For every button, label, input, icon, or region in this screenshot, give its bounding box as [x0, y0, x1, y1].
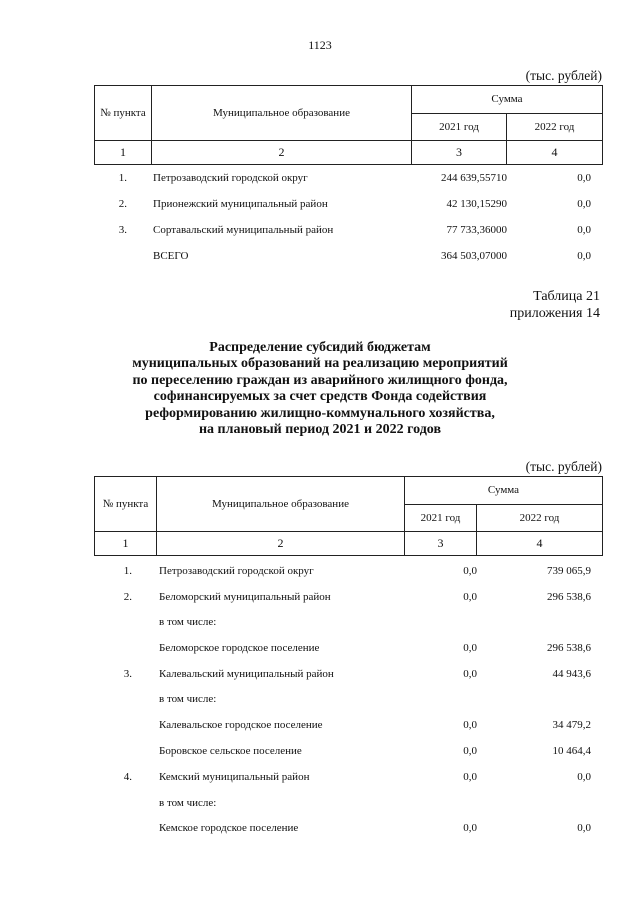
- row-value-2021: 0,0: [463, 771, 477, 783]
- row-value-2021: 244 639,55710: [441, 172, 507, 184]
- row-value-2022: 44 943,6: [552, 668, 591, 680]
- row-value-2022: 739 065,9: [547, 565, 591, 577]
- row-value-2021: 0,0: [463, 822, 477, 834]
- table-row: [94, 771, 602, 787]
- row-value-2021: 0,0: [463, 668, 477, 680]
- row-value-2022: 0,0: [577, 822, 591, 834]
- table-title-line: Распределение субсидий бюджетам: [209, 340, 431, 355]
- table-row: [94, 822, 602, 838]
- table2-col-municipality-header: Муниципальное образование: [157, 477, 405, 532]
- row-municipality: Беломорский муниципальный район: [159, 591, 331, 603]
- table-row: [94, 719, 602, 735]
- row-number: 2.: [118, 198, 127, 210]
- table1-header: [94, 85, 603, 165]
- table-row: [94, 745, 602, 761]
- table-row: [94, 668, 602, 684]
- table-row: [94, 797, 602, 813]
- table2-col-number-header: № пункта: [95, 477, 157, 532]
- table-row: [94, 172, 602, 188]
- table2-index-cell: 3: [405, 532, 477, 556]
- table-title-line: по переселению граждан из аварийного жилищного фонда,: [132, 373, 508, 388]
- row-value-2021: 0,0: [463, 591, 477, 603]
- table2-col-2021-header: 2021 год: [405, 505, 477, 532]
- table2-index-cell: 2: [157, 532, 405, 556]
- row-number: 3.: [118, 224, 127, 236]
- table-title-line: муниципальных образований на реализацию мероприятий: [132, 356, 508, 371]
- table2-col-sum-header: Сумма: [405, 477, 603, 505]
- row-value-2022: 34 479,2: [552, 719, 591, 731]
- row-municipality: Петрозаводский городской округ: [159, 565, 314, 577]
- table2-col-2022-header: 2022 год: [477, 505, 603, 532]
- table-row-total: [94, 250, 602, 266]
- row-value-2021: 0,0: [463, 565, 477, 577]
- table-row: [94, 198, 602, 214]
- table-row: [94, 565, 602, 581]
- table1-col-municipality-header: Муниципальное образование: [152, 86, 412, 141]
- row-number: 1.: [123, 565, 132, 577]
- table1-col-2022-header: 2022 год: [507, 114, 603, 141]
- table1-col-sum-header: Сумма: [412, 86, 603, 114]
- table-title-line: софинансируемых за счет средств Фонда содействия: [153, 389, 487, 404]
- table1-col-2021-header: 2021 год: [412, 114, 507, 141]
- row-number: 4.: [123, 771, 132, 783]
- table-row: [94, 642, 602, 658]
- row-value-2021: 364 503,07000: [441, 250, 507, 262]
- row-value-2022: 0,0: [577, 771, 591, 783]
- table-row: [94, 616, 602, 632]
- row-municipality: Калевальский муниципальный район: [159, 668, 334, 680]
- row-value-2022: 296 538,6: [547, 591, 591, 603]
- table2-header: [94, 476, 603, 556]
- table1-index-cell: 3: [412, 141, 507, 165]
- row-value-2022: 10 464,4: [552, 745, 591, 757]
- row-value-2021: 0,0: [463, 719, 477, 731]
- table2-index-cell: 1: [95, 532, 157, 556]
- row-municipality: Сортавальский муниципальный район: [153, 224, 334, 236]
- table1-col-number-header: № пункта: [95, 86, 152, 141]
- row-municipality: в том числе:: [159, 797, 217, 809]
- table-row: [94, 693, 602, 709]
- table-title-line: на плановый период 2021 и 2022 годов: [198, 422, 442, 437]
- table2-index-cell: 4: [477, 532, 603, 556]
- row-number: 3.: [123, 668, 132, 680]
- row-number: 2.: [123, 591, 132, 603]
- row-value-2022: 0,0: [577, 250, 591, 262]
- row-value-2022: 0,0: [577, 172, 591, 184]
- table-number-label: Таблица 21: [533, 289, 600, 304]
- row-municipality: Петрозаводский городской округ: [153, 172, 308, 184]
- row-municipality: Кемское городское поселение: [159, 822, 299, 834]
- row-municipality: в том числе:: [159, 616, 217, 628]
- table1-index-cell: 4: [507, 141, 603, 165]
- row-value-2021: 0,0: [463, 642, 477, 654]
- table2-unit: (тыс. рублей): [525, 459, 602, 474]
- appendix-label: приложения 14: [509, 306, 600, 321]
- row-value-2021: 42 130,15290: [446, 198, 507, 210]
- row-municipality: ВСЕГО: [153, 250, 189, 262]
- table-title-line: реформированию жилищно-коммунального хозяйства,: [145, 406, 495, 421]
- row-municipality: Прионежский муниципальный район: [153, 198, 328, 210]
- row-municipality: Кемский муниципальный район: [159, 771, 310, 783]
- row-value-2022: 0,0: [577, 198, 591, 210]
- table1-index-cell: 2: [152, 141, 412, 165]
- table-row: [94, 591, 602, 607]
- row-number: 1.: [118, 172, 127, 184]
- table1-index-cell: 1: [95, 141, 152, 165]
- row-municipality: Боровское сельское поселение: [159, 745, 302, 757]
- row-value-2021: 77 733,36000: [446, 224, 507, 236]
- table-row: [94, 224, 602, 240]
- row-value-2021: 0,0: [463, 745, 477, 757]
- row-value-2022: 296 538,6: [547, 642, 591, 654]
- row-municipality: Беломорское городское поселение: [159, 642, 320, 654]
- row-value-2022: 0,0: [577, 224, 591, 236]
- row-municipality: Калевальское городское поселение: [159, 719, 323, 731]
- table1-unit: (тыс. рублей): [525, 68, 602, 83]
- row-municipality: в том числе:: [159, 693, 217, 705]
- page-number: 1123: [308, 38, 332, 52]
